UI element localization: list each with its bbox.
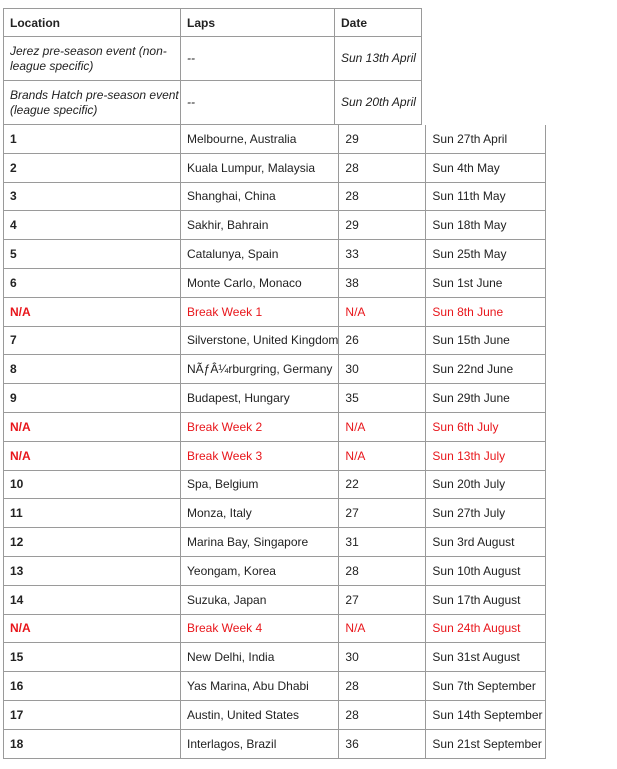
race-row: [4, 153, 546, 182]
race-location: Interlagos, Brazil: [181, 729, 339, 758]
race-laps: 36: [339, 729, 426, 758]
race-round: 12: [4, 528, 181, 557]
race-date: Sun 14th September: [426, 700, 546, 729]
break-week-row: [4, 614, 546, 643]
race-date: Sun 27th July: [426, 499, 546, 528]
race-row: [4, 585, 546, 614]
race-row: [4, 470, 546, 499]
race-date: Sun 27th April: [426, 125, 546, 153]
race-location: Shanghai, China: [181, 182, 339, 211]
race-laps: 38: [339, 268, 426, 297]
preseason-location: Brands Hatch pre-season event (league specific): [4, 81, 181, 125]
race-date: Sun 6th July: [426, 412, 546, 441]
preseason-table: [3, 8, 422, 125]
race-row: [4, 211, 546, 240]
race-laps: N/A: [339, 441, 426, 470]
race-row: [4, 125, 546, 153]
race-laps: 26: [339, 326, 426, 355]
race-laps: 29: [339, 125, 426, 153]
race-location: Spa, Belgium: [181, 470, 339, 499]
race-laps: N/A: [339, 614, 426, 643]
race-date: Sun 10th August: [426, 556, 546, 585]
race-round: 9: [4, 384, 181, 413]
race-laps: 27: [339, 499, 426, 528]
race-laps: 27: [339, 585, 426, 614]
race-location: New Delhi, India: [181, 643, 339, 672]
race-date: Sun 17th August: [426, 585, 546, 614]
race-round: 15: [4, 643, 181, 672]
race-round: 1: [4, 125, 181, 153]
race-row: [4, 499, 546, 528]
race-round: 18: [4, 729, 181, 758]
preseason-date: Sun 13th April: [335, 37, 422, 81]
race-location: Catalunya, Spain: [181, 240, 339, 269]
race-laps: N/A: [339, 297, 426, 326]
race-row: [4, 384, 546, 413]
race-date: Sun 4th May: [426, 153, 546, 182]
race-laps: 28: [339, 182, 426, 211]
race-date: Sun 18th May: [426, 211, 546, 240]
race-round: 3: [4, 182, 181, 211]
race-laps: 28: [339, 700, 426, 729]
race-date: Sun 8th June: [426, 297, 546, 326]
race-date: Sun 29th June: [426, 384, 546, 413]
race-location: Budapest, Hungary: [181, 384, 339, 413]
race-round: 6: [4, 268, 181, 297]
preseason-location: Jerez pre-season event (non-league specific): [4, 37, 181, 81]
race-round: N/A: [4, 297, 181, 326]
race-round: 13: [4, 556, 181, 585]
race-row: [4, 268, 546, 297]
race-row: [4, 556, 546, 585]
race-location: Silverstone, United Kingdom: [181, 326, 339, 355]
race-laps: 28: [339, 672, 426, 701]
race-row: [4, 326, 546, 355]
race-date: Sun 15th June: [426, 326, 546, 355]
race-laps: 35: [339, 384, 426, 413]
race-round: 5: [4, 240, 181, 269]
race-location: Break Week 1: [181, 297, 339, 326]
schedule-document: [3, 8, 546, 759]
race-location: Break Week 2: [181, 412, 339, 441]
race-row: [4, 729, 546, 758]
race-laps: 30: [339, 355, 426, 384]
header-laps: Laps: [181, 9, 335, 37]
race-round: N/A: [4, 412, 181, 441]
preseason-row: [4, 81, 422, 125]
header-date: Date: [335, 9, 422, 37]
race-laps: 28: [339, 153, 426, 182]
race-location: Monte Carlo, Monaco: [181, 268, 339, 297]
race-location: Sakhir, Bahrain: [181, 211, 339, 240]
break-week-row: [4, 412, 546, 441]
race-location: Monza, Italy: [181, 499, 339, 528]
preseason-laps: --: [181, 37, 335, 81]
preseason-date: Sun 20th April: [335, 81, 422, 125]
race-row: [4, 672, 546, 701]
race-row: [4, 240, 546, 269]
race-location: Break Week 3: [181, 441, 339, 470]
race-date: Sun 24th August: [426, 614, 546, 643]
race-round: 16: [4, 672, 181, 701]
race-laps: 30: [339, 643, 426, 672]
race-location: NÃƒÂ¼rburgring, Germany: [181, 355, 339, 384]
race-round: 11: [4, 499, 181, 528]
race-location: Melbourne, Australia: [181, 125, 339, 153]
race-row: [4, 528, 546, 557]
race-laps: 29: [339, 211, 426, 240]
race-date: Sun 13th July: [426, 441, 546, 470]
race-location: Break Week 4: [181, 614, 339, 643]
race-laps: 22: [339, 470, 426, 499]
race-location: Marina Bay, Singapore: [181, 528, 339, 557]
race-round: 10: [4, 470, 181, 499]
race-location: Austin, United States: [181, 700, 339, 729]
race-date: Sun 20th July: [426, 470, 546, 499]
race-round: 2: [4, 153, 181, 182]
preseason-laps: --: [181, 81, 335, 125]
race-date: Sun 21st September: [426, 729, 546, 758]
race-date: Sun 31st August: [426, 643, 546, 672]
race-row: [4, 182, 546, 211]
race-date: Sun 7th September: [426, 672, 546, 701]
header-row: [4, 9, 422, 37]
race-location: Yeongam, Korea: [181, 556, 339, 585]
race-date: Sun 11th May: [426, 182, 546, 211]
race-laps: 33: [339, 240, 426, 269]
header-location: Location: [4, 9, 181, 37]
race-date: Sun 25th May: [426, 240, 546, 269]
race-location: Yas Marina, Abu Dhabi: [181, 672, 339, 701]
race-schedule-table: [3, 125, 546, 759]
race-laps: N/A: [339, 412, 426, 441]
race-laps: 28: [339, 556, 426, 585]
race-round: N/A: [4, 614, 181, 643]
race-round: 4: [4, 211, 181, 240]
race-location: Suzuka, Japan: [181, 585, 339, 614]
race-round: 17: [4, 700, 181, 729]
break-week-row: [4, 441, 546, 470]
race-round: 8: [4, 355, 181, 384]
race-round: 7: [4, 326, 181, 355]
race-row: [4, 643, 546, 672]
race-date: Sun 22nd June: [426, 355, 546, 384]
preseason-row: [4, 37, 422, 81]
race-laps: 31: [339, 528, 426, 557]
race-date: Sun 1st June: [426, 268, 546, 297]
race-round: 14: [4, 585, 181, 614]
race-row: [4, 700, 546, 729]
break-week-row: [4, 297, 546, 326]
race-row: [4, 355, 546, 384]
race-location: Kuala Lumpur, Malaysia: [181, 153, 339, 182]
race-round: N/A: [4, 441, 181, 470]
race-date: Sun 3rd August: [426, 528, 546, 557]
